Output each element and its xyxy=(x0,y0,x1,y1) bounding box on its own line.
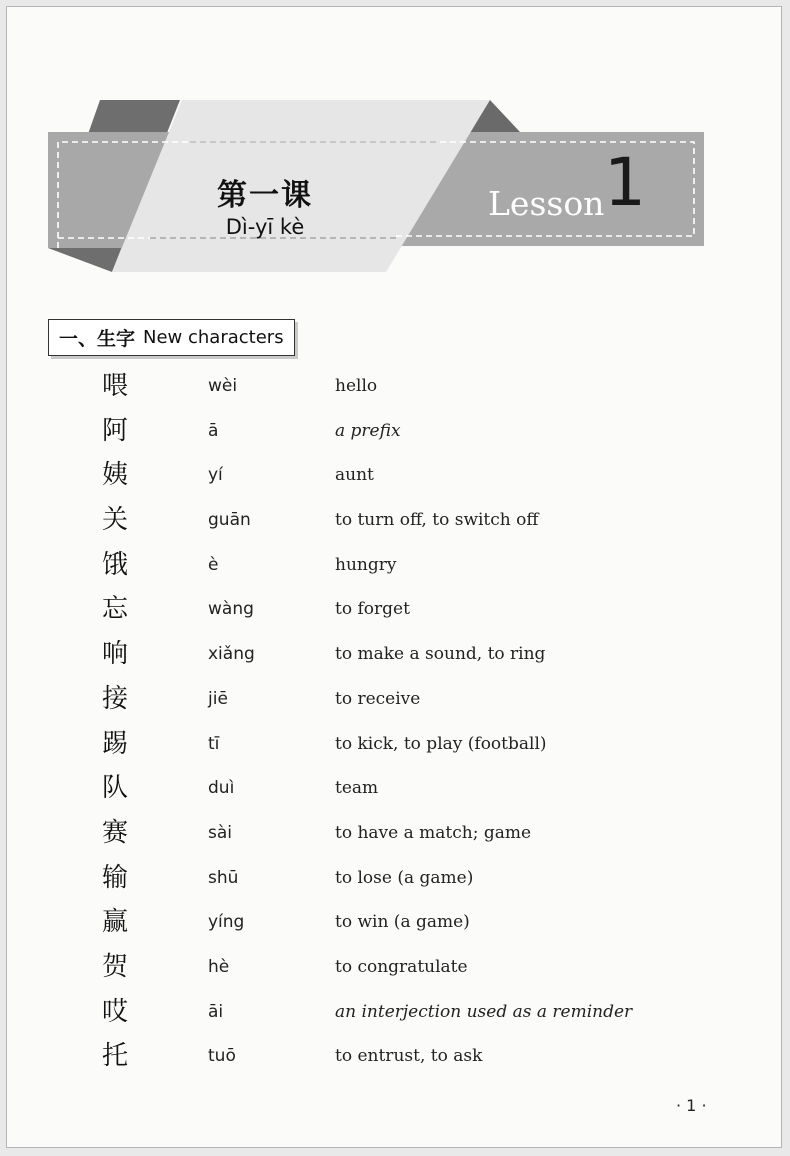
vocab-row xyxy=(0,992,790,1037)
vocab-row xyxy=(0,813,790,858)
vocab-hanzi: 阿 xyxy=(101,415,128,446)
vocab-hanzi: 忘 xyxy=(101,594,128,625)
vocab-pinyin: duì xyxy=(208,778,235,799)
vocab-pinyin: āi xyxy=(208,1001,224,1022)
vocab-hanzi: 踢 xyxy=(101,728,128,759)
lesson-number: 1 xyxy=(604,144,646,221)
vocab-pinyin: shū xyxy=(208,867,239,888)
vocab-pinyin: wàng xyxy=(208,599,254,620)
vocab-meaning: to turn off, to switch off xyxy=(335,510,539,531)
vocab-pinyin: guān xyxy=(208,510,251,531)
vocab-meaning: a prefix xyxy=(335,420,401,441)
vocab-row xyxy=(0,1036,790,1081)
vocab-pinyin: jiē xyxy=(208,688,228,709)
section-heading-chinese: 一、生字 xyxy=(59,328,136,350)
vocab-pinyin: è xyxy=(208,554,219,575)
vocab-meaning: to kick, to play (football) xyxy=(335,733,547,754)
vocab-hanzi: 哎 xyxy=(101,996,128,1027)
vocab-hanzi: 赢 xyxy=(101,907,128,938)
lesson-banner xyxy=(0,0,790,290)
vocab-pinyin: sài xyxy=(208,822,232,843)
vocab-row xyxy=(0,902,790,947)
vocab-hanzi: 关 xyxy=(101,505,128,536)
vocab-pinyin: tī xyxy=(208,733,220,754)
lesson-title-chinese: 第一课 xyxy=(217,178,313,213)
vocab-pinyin: hè xyxy=(208,956,230,977)
vocab-hanzi: 喂 xyxy=(101,371,128,401)
vocab-row xyxy=(0,545,790,590)
vocab-row xyxy=(0,634,790,679)
page-number: · 1 · xyxy=(676,1096,707,1115)
vocab-row xyxy=(0,679,790,724)
vocab-hanzi: 输 xyxy=(101,862,128,893)
vocab-row xyxy=(0,500,790,545)
vocab-meaning: to lose (a game) xyxy=(335,867,474,888)
vocab-meaning: to make a sound, to ring xyxy=(335,644,546,665)
vocab-hanzi: 贺 xyxy=(101,951,128,982)
vocab-meaning: aunt xyxy=(335,465,374,486)
vocab-list xyxy=(0,366,790,1081)
vocab-row xyxy=(0,858,790,903)
vocab-hanzi: 队 xyxy=(101,773,128,804)
vocab-meaning: to win (a game) xyxy=(335,912,470,933)
vocab-meaning: to entrust, to ask xyxy=(335,1046,483,1067)
vocab-hanzi: 响 xyxy=(101,639,128,670)
vocab-hanzi: 姨 xyxy=(101,460,128,491)
vocab-meaning: to forget xyxy=(335,599,410,620)
vocab-row xyxy=(0,947,790,992)
vocab-meaning: an interjection used as a reminder xyxy=(335,1001,633,1022)
vocab-row xyxy=(0,411,790,456)
lesson-title-pinyin: Dì-yī kè xyxy=(225,215,305,239)
vocab-meaning: team xyxy=(335,778,379,799)
vocab-meaning: hello xyxy=(335,376,378,396)
section-heading-english: New characters xyxy=(143,327,284,348)
vocab-hanzi: 赛 xyxy=(101,817,128,848)
vocab-meaning: to have a match; game xyxy=(335,822,532,843)
vocab-pinyin: yí xyxy=(208,465,223,486)
vocab-row xyxy=(0,455,790,500)
vocab-row xyxy=(0,366,790,411)
vocab-hanzi: 托 xyxy=(101,1041,128,1072)
vocab-row xyxy=(0,589,790,634)
lesson-label: Lesson xyxy=(488,184,605,223)
vocab-pinyin: wèi xyxy=(208,376,238,396)
vocab-pinyin: ā xyxy=(208,420,219,441)
vocab-hanzi: 接 xyxy=(101,683,128,714)
vocab-row xyxy=(0,768,790,813)
vocab-pinyin: xiǎng xyxy=(208,644,255,665)
vocab-pinyin: yíng xyxy=(208,912,245,933)
vocab-meaning: hungry xyxy=(335,554,397,575)
vocab-hanzi: 饿 xyxy=(101,549,128,580)
section-heading xyxy=(48,319,295,356)
vocab-meaning: to congratulate xyxy=(335,956,468,977)
vocab-pinyin: tuō xyxy=(208,1046,236,1067)
vocab-row xyxy=(0,724,790,769)
vocab-meaning: to receive xyxy=(335,688,421,709)
